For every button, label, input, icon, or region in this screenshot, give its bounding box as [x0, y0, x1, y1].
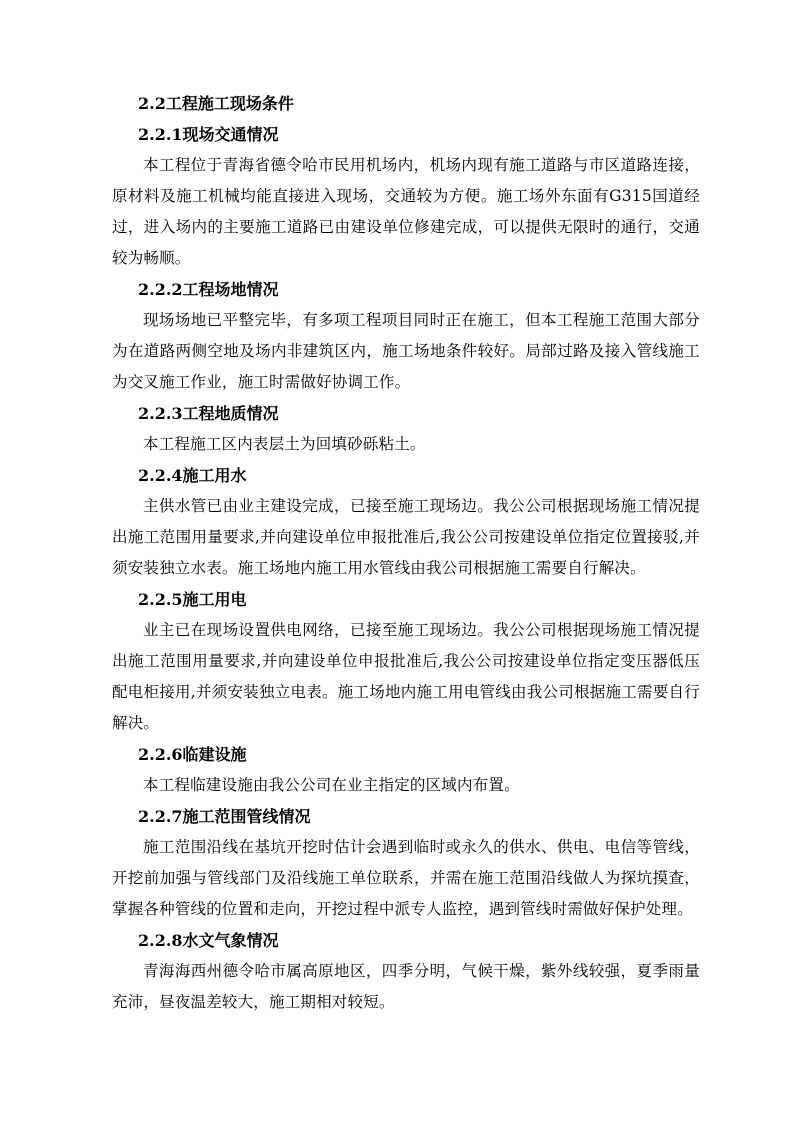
paragraph-traffic: 本工程位于青海省德令哈市民用机场内，机场内现有施工道路与市区道路连接，原材料及施工机械均能直接进入现场，交通较为方便。施工场外东面有G315国道经过，进入场内的主要施工道路已由建设单位修建完成，可以提供无限时的通行，交通较为畅顺。	[112, 156, 700, 267]
paragraph-pipelines: 施工范围沿线在基坑开挖时估计会遇到临时或永久的供水、供电、电信等管线，开挖前加强与管线部门及沿线施工单位联系，并需在施工范围沿线做人为探坑摸查，掌握各种管线的位置和走向，开挖过程中派专人监控，遇到管线时需做好保护处理。	[112, 838, 700, 918]
paragraph-geology: 本工程施工区内表层土为回填砂砾粘土。	[143, 435, 426, 453]
paragraph-site: 现场场地已平整完毕，有多项工程项目同时正在施工，但本工程施工范围大部分为在道路两侧空地及场内非建筑区内，施工场地条件较好。局部过路及接入管线施工为交叉施工作业，施工时需做好协调工作。	[112, 311, 700, 391]
paragraph-water: 主供水管已由业主建设完成，已接至施工现场边。我公公司根据现场施工情况提出施工范围用量要求,并向建设单位申报批准后,我公公司按建设单位指定位置接驳,并须安装独立水表。施工场地内施工用水管线由我公司根据施工需要自行解决。	[112, 497, 700, 577]
paragraph-climate: 青海海西州德令哈市属高原地区，四季分明，气候干燥，紫外线较强，夏季雨量充沛，昼夜温差较大，施工期相对较短。	[112, 962, 700, 1011]
subsection-heading-2-2-1: 2.2.1现场交通情况	[138, 125, 279, 144]
subsection-heading-2-2-5: 2.2.5施工用电	[138, 590, 247, 609]
subsection-heading-2-2-8: 2.2.8水文气象情况	[138, 931, 279, 950]
subsection-heading-2-2-6: 2.2.6临建设施	[138, 745, 247, 764]
subsection-heading-2-2-7: 2.2.7施工范围管线情况	[138, 807, 311, 826]
subsection-heading-2-2-4: 2.2.4施工用水	[138, 466, 247, 485]
subsection-heading-2-2-3: 2.2.3工程地质情况	[138, 404, 279, 423]
section-heading-2-2: 2.2工程施工现场条件	[138, 94, 294, 113]
subsection-heading-2-2-2: 2.2.2工程场地情况	[138, 280, 279, 299]
paragraph-power: 业主已在现场设置供电网络，已接至施工现场边。我公公司根据现场施工情况提出施工范围用量要求,并向建设单位申报批准后,我公公司按建设单位指定变压器低压配电柜接用,并须安装独立电表。施工场地内施工用电管线由我公司根据施工需要自行解决。	[112, 621, 700, 732]
paragraph-temporary-facilities: 本工程临建设施由我公公司在业主指定的区域内布置。	[143, 776, 520, 794]
